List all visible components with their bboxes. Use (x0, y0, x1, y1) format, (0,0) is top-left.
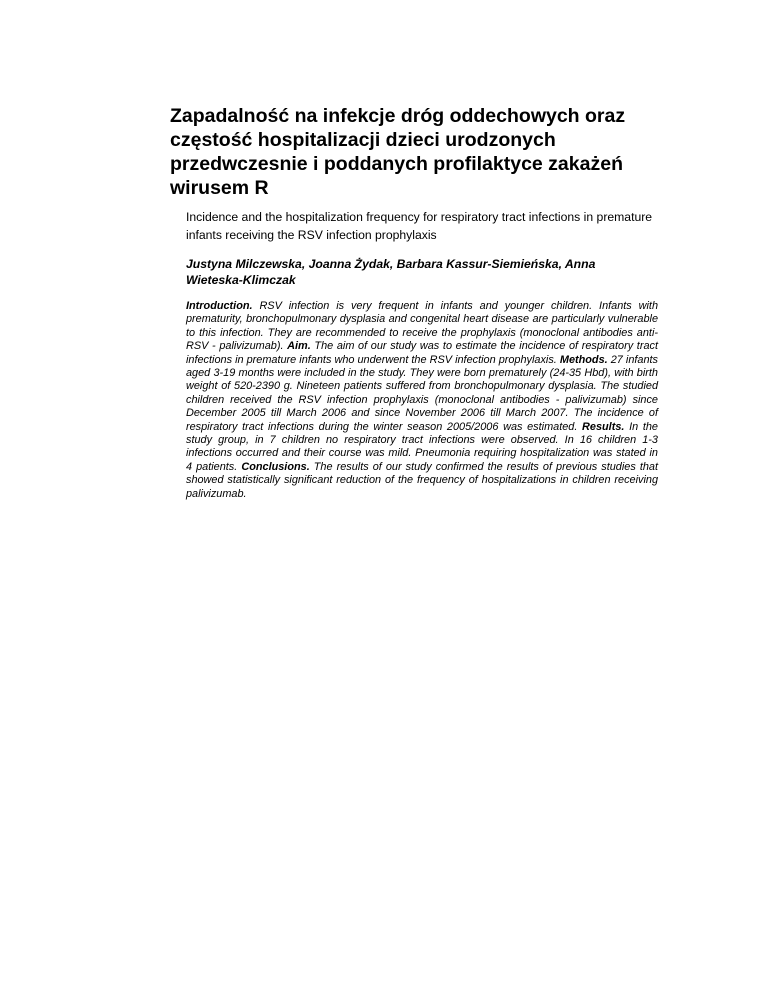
abstract-aim-text: The aim of our study was to estimate the incidence of respiratory tract infections in premature infants who underwent the RSV infection prophylaxis. (186, 340, 658, 366)
abstract-introduction-text: RSV infection is very frequent in infants and younger children. Infants with prematurity, bronchopulmonary dysplasia and congenital heart disease are particularly vulnerable to this infection. They are recommended to receive the prophylaxis (monoclonal antibodies anti-RSV - palivizumab). (186, 300, 658, 353)
article-subtitle: Incidence and the hospitalization frequency for respiratory tract infections in premature infants receiving the RSV infection prophylaxis (186, 210, 653, 242)
abstract-conclusions-label: Conclusions. (241, 460, 310, 473)
abstract-conclusions-text: The results of our study confirmed the results of previous studies that showed statistically significant reduction of the frequency of hospitalizations in children receiving palivizumab. (186, 460, 658, 500)
abstract-methods-label: Methods. (559, 353, 608, 366)
abstract (186, 300, 658, 501)
abstract-results-text: In the study group, in 7 children no respiratory tract infections were observed. In 16 children 1-3 infections occurred and their course was mild. Pneumonia requiring hospitalization was stated in 4 patients. (186, 420, 658, 473)
abstract-aim-label: Aim. (287, 340, 311, 353)
article-title: Zapadalność na infekcje dróg oddechowych oraz częstość hospitalizacji dzieci urodzonych przedwczesnie i poddanych profilaktyce zakażeń wirusem R (170, 105, 626, 199)
abstract-methods-text: 27 infants aged 3-19 months were included in the study. They were born prematurely (24-35 Hbd), with birth weight of 520-2390 g. Nineteen patients suffered from bronchopulmonary dysplasia. The studied children received the RSV infection prophylaxis (monoclonal antibodies - palivizumab) since December 2005 till March 2006 and since November 2006 till March 2007. The incidence of respiratory tract infections during the winter season 2005/2006 was estimated. (186, 353, 658, 433)
article-authors: Justyna Milczewska, Joanna Żydak, Barbara Kassur-Siemieńska, Anna Wieteska-Klimczak (186, 257, 596, 287)
abstract-introduction-label: Introduction. (186, 300, 253, 312)
abstract-results-label: Results. (582, 420, 625, 433)
